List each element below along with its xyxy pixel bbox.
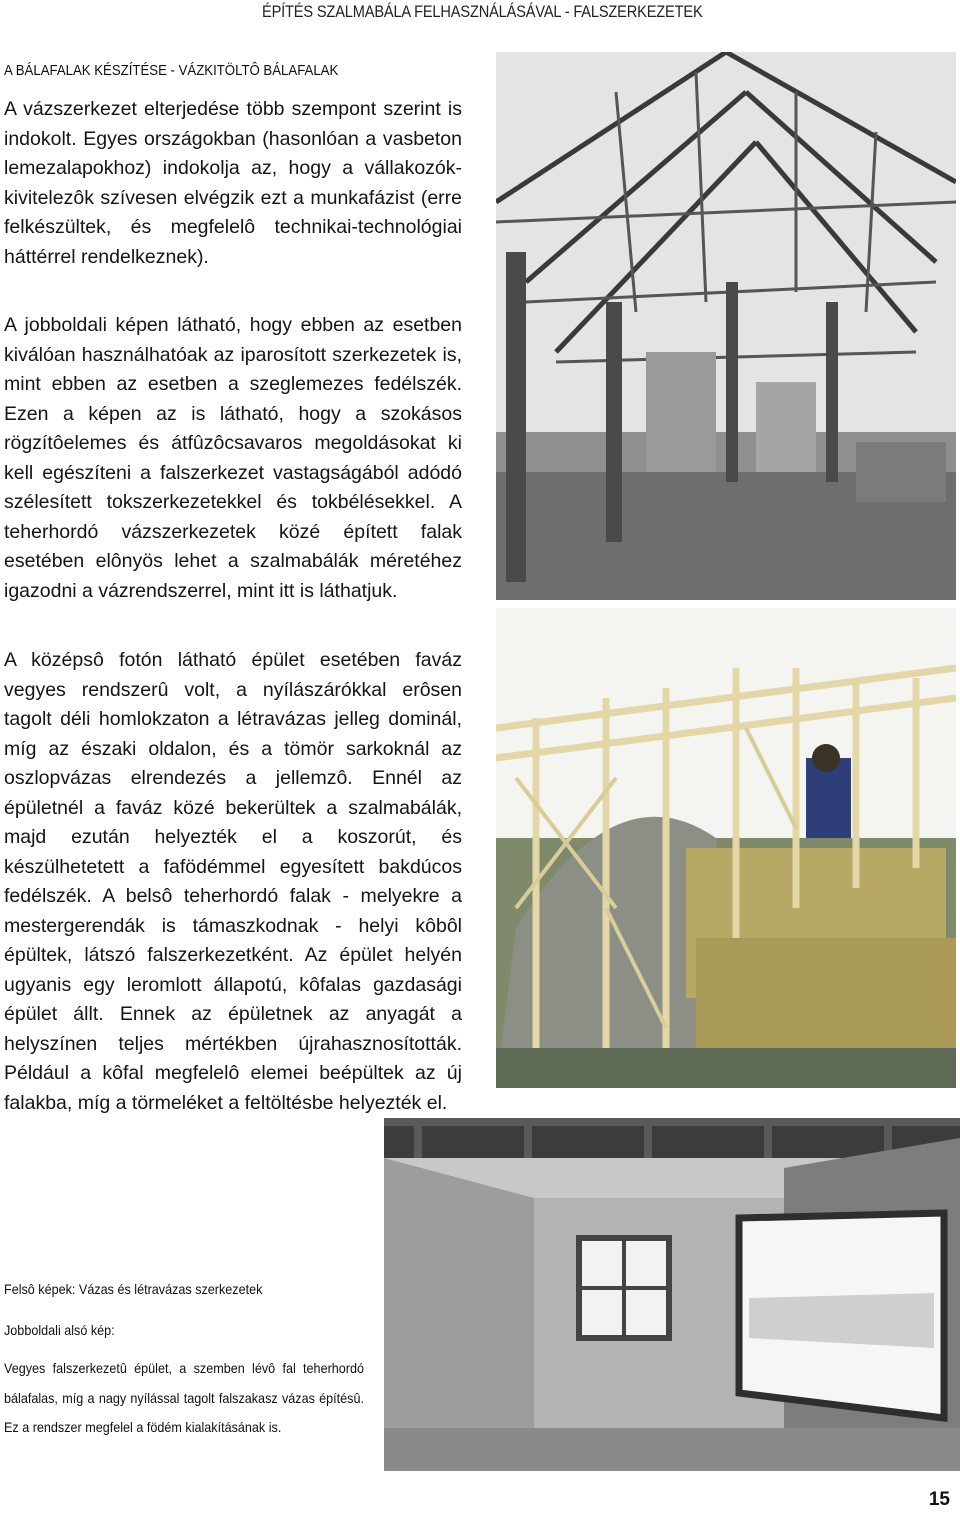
strawbale-frame-illustration <box>496 608 956 1088</box>
section-title: A BÁLAFALAK KÉSZÍTÉSE - VÁZKITÖLTÔ BÁLAFALAK <box>4 62 339 79</box>
page-number: 15 <box>928 1489 950 1510</box>
paragraph-text: A vázszerkezet elterjedése több szempont szerint is indokolt. Egyes országokban (hasonlóan a vasbeton lemezalapokhoz) indokolja az, hogy a vállakozók-kivitelezôk szívesen elvégzik ezt a munkafázist (erre felkészültek, és megfelelô technikai-technológiai háttérrel rendelkeznek). <box>4 98 462 268</box>
interior-illustration <box>384 1118 960 1471</box>
body-paragraph-1 <box>4 95 462 272</box>
roof-truss-illustration <box>496 52 956 600</box>
photo-strawbale-frame <box>496 608 956 1088</box>
photo-roof-trusses <box>496 52 956 600</box>
caption-top-photos: Felsô képek: Vázas és létravázas szerkezetek <box>4 1281 263 1297</box>
paragraph-text: A középsô fotón látható épület esetében faváz vegyes rendszerû volt, a nyílászárókkal erôsen tagolt déli homlokzaton a létravázas jelleg dominál, míg az északi oldalon, és a tömör sarkoknál az oszlopvázas elrendezés a jellemzô. Ennél az épületnél a faváz közé bekerültek a szalmabálák, majd ezután helyezték el a koszorút, és készülhetetett a fafödémmel egyesített bakdúcos fedélszék. A belsô teherhordó falak - melyekre a mestergerendák is támaszkodnak - helyi kôbôl épültek, látszó falszerkezetként. Az épület helyén ugyanis egy leromlott állapotú, kôfalas gazdasági épület állt. Ennek az épületnek az anyagát a helyszínen teljes mértékben újrahasznosították. Például a kôfal megfelelô elemei beépültek az új falakba, míg a törmeléket a feltöltésbe helyezték el. <box>4 649 462 1114</box>
body-paragraph-3 <box>4 646 462 1118</box>
photo-interior-window <box>384 1118 960 1471</box>
body-paragraph-2 <box>4 311 462 606</box>
caption-bottom-label: Jobboldali alsó kép: <box>4 1322 115 1338</box>
paragraph-text: A jobboldali képen látható, hogy ebben az esetben kiválóan használhatóak az iparosított szerkezetek is, mint ebben az esetben a szeglemezes fedélszék. Ezen a képen az is látható, hogy a szokásos rögzítôelemes és átfûzôcsavaros megoldásokat ki kell egészíteni a falszerkezet vastagságából adódó szélesített tokszerkezetekkel és tokbélésekkel. A teherhordó vázszerkezetek közé épített falak esetében elônyös lehet a szalmabálák méretéhez igazodni a vázrendszerrel, mint itt is láthatjuk. <box>4 314 462 602</box>
caption-bottom-text: Vegyes falszerkezetû épület, a szemben lévô fal teherhordó bálafalas, míg a nagy nyílással tagolt falszakasz vázas építésû. Ez a rendszer megfelel a födém kialakításának is. <box>4 1360 364 1435</box>
running-header: ÉPÍTÉS SZALMABÁLA FELHASZNÁLÁSÁVAL - FALSZERKEZETEK <box>262 2 703 21</box>
